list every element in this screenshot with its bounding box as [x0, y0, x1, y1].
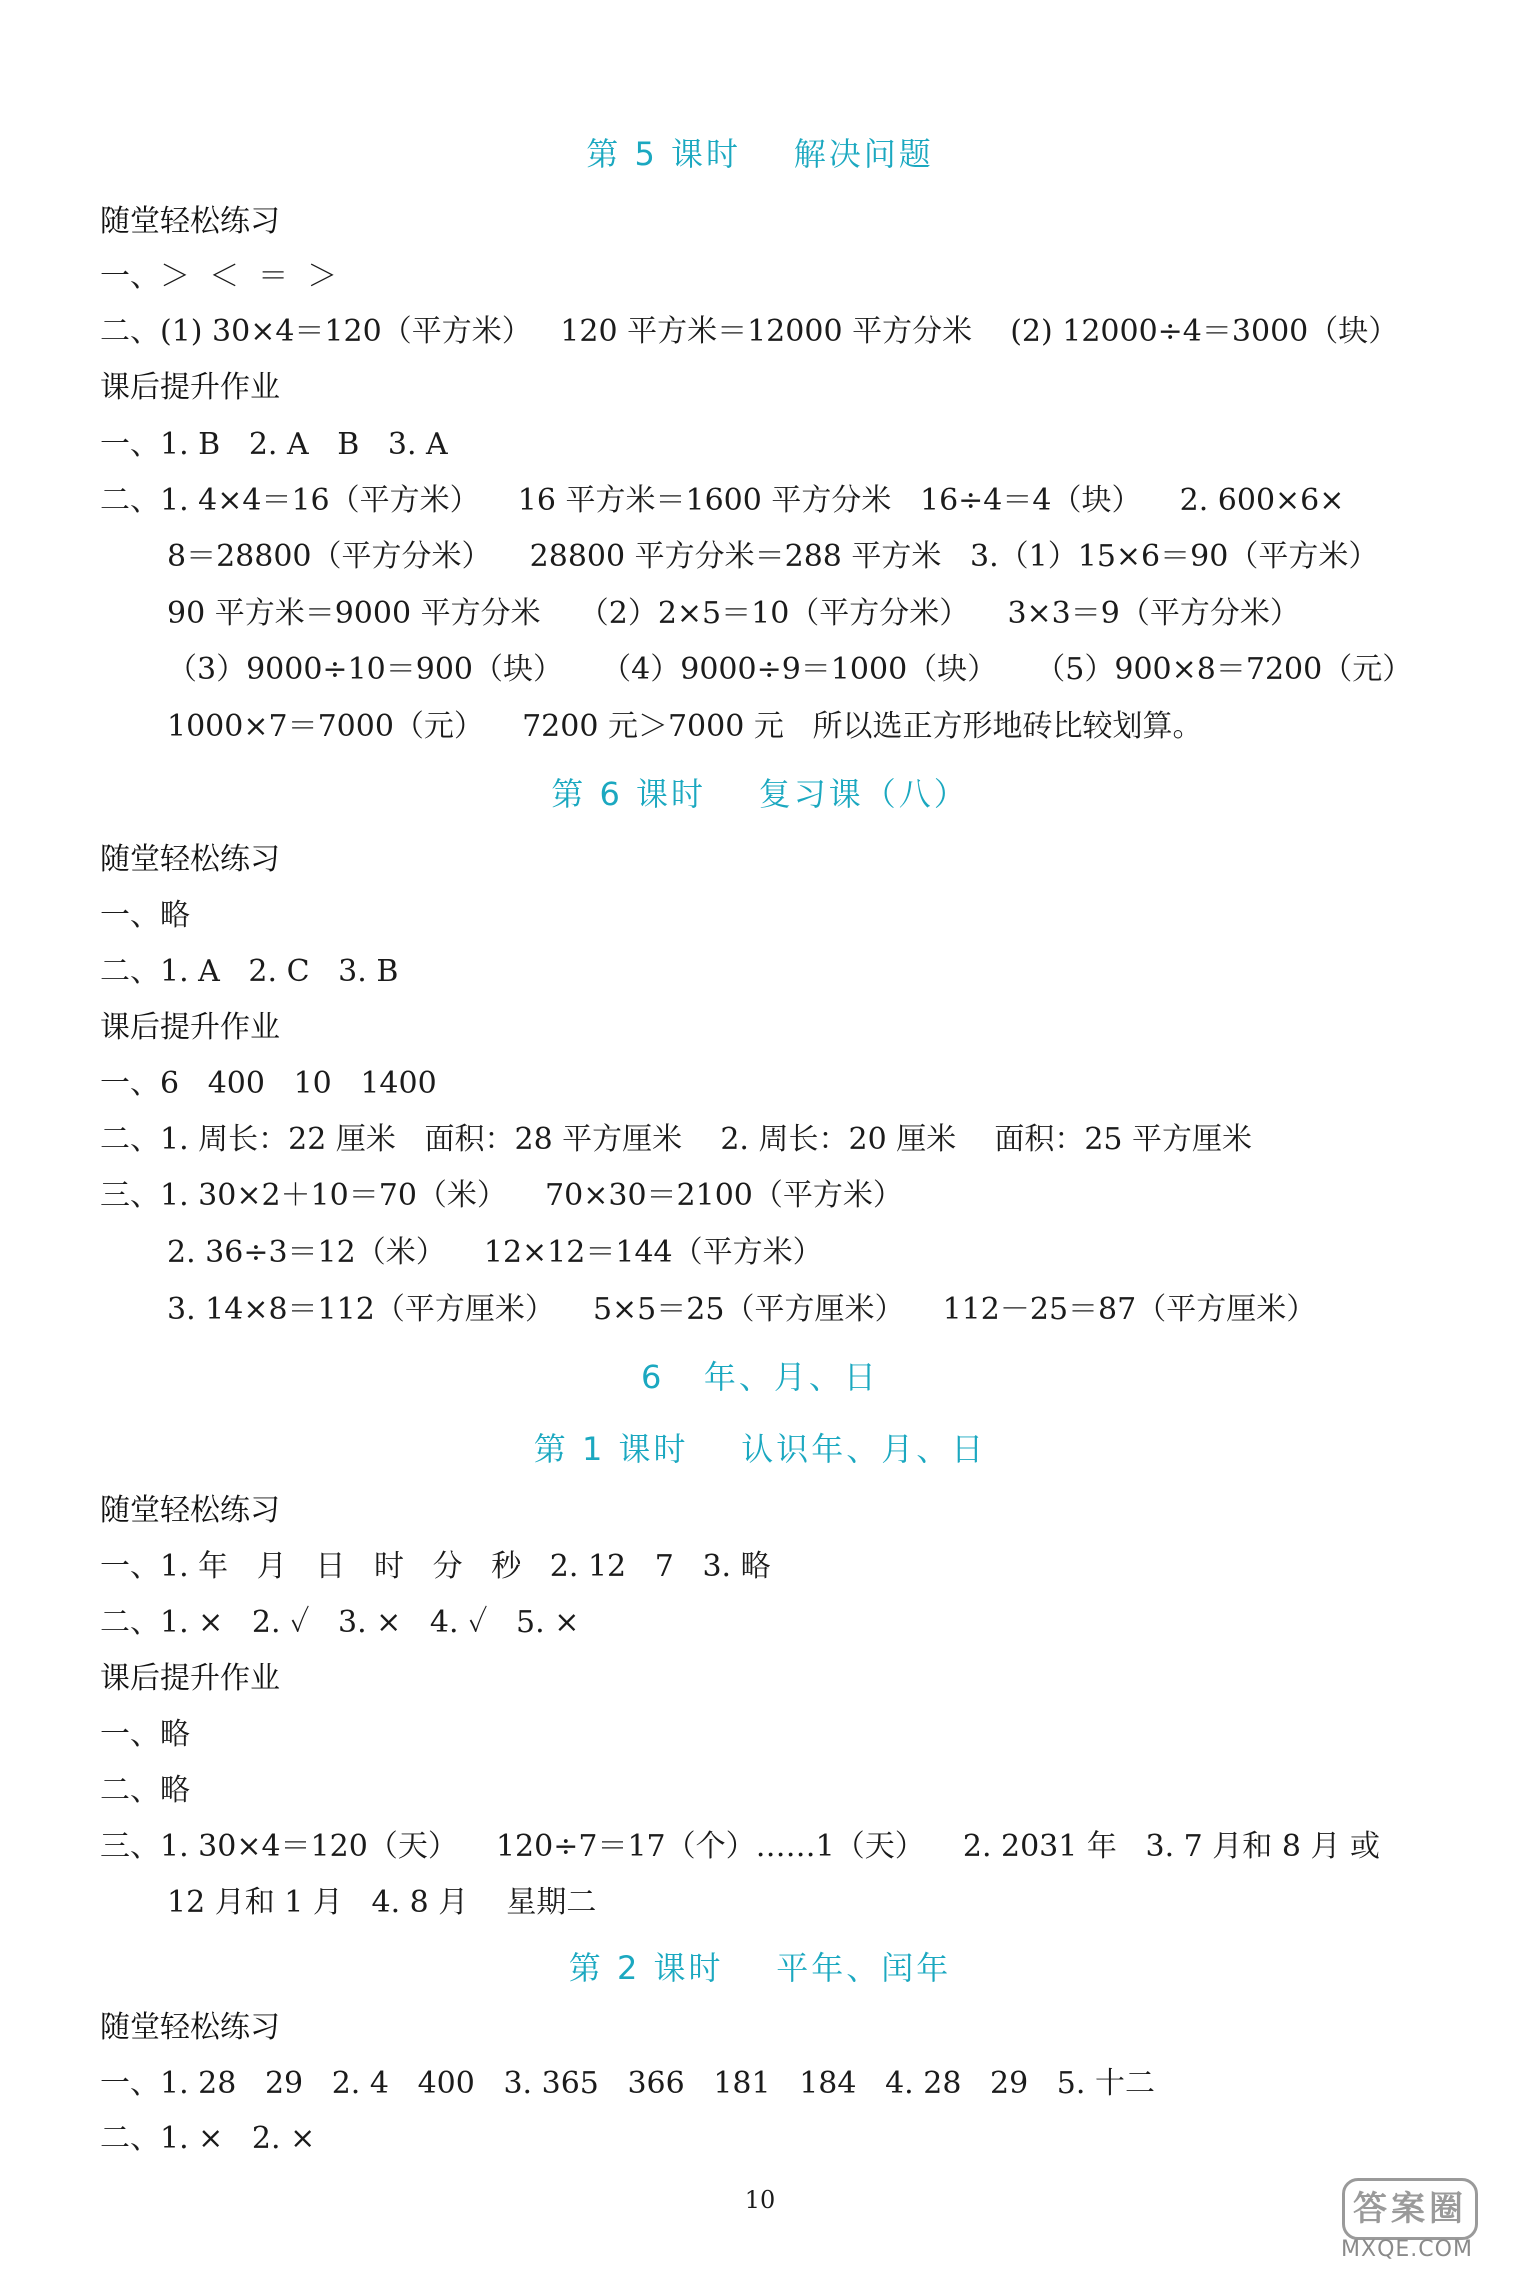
- answer-line: 一、1. 年 月 日 时 分 秒 2. 12 7 3. 略: [100, 1549, 771, 1584]
- answer-line: 三、1. 30×4＝120（天） 120÷7＝17（个）……1（天） 2. 2031 年 3. 7 月和 8 月 或: [100, 1829, 1380, 1864]
- answer-line: 二、1. 4×4＝16（平方米） 16 平方米＝1600 平方分米 16÷4＝4（块） 2. 600×6×: [100, 483, 1345, 518]
- answer-line: （3）9000÷10＝900（块） （4）9000÷9＝1000（块） （5）900×8＝7200（元）: [167, 652, 1413, 687]
- unit-heading: 6 年、月、日: [641, 1358, 879, 1396]
- section-heading-lesson6: 第 6 课时 复习课（八）: [551, 775, 969, 813]
- answer-line: 90 平方米＝9000 平方分米 （2）2×5＝10（平方分米） 3×3＝9（平方分米）: [167, 596, 1300, 631]
- answer-line: 2. 36÷3＝12（米） 12×12＝144（平方米）: [167, 1235, 823, 1270]
- answer-line: 二、1. 周长：22 厘米 面积：28 平方厘米 2. 周长：20 厘米 面积：25 平方厘米: [100, 1122, 1253, 1157]
- answer-line: 一、6 400 10 1400: [100, 1066, 437, 1101]
- watermark-logo: [1302, 2176, 1512, 2266]
- answer-line: 12 月和 1 月 4. 8 月 星期二: [167, 1885, 597, 1920]
- section-heading-unit6-lesson1: 第 1 课时 认识年、月、日: [533, 1430, 987, 1468]
- subheading-in-class-practice: 随堂轻松练习: [100, 1493, 280, 1528]
- answer-line: 二、1. × 2. ✓ 3. × 4. ✓ 5. ×: [100, 1605, 580, 1640]
- section-heading-lesson5: 第 5 课时 解决问题: [586, 135, 934, 173]
- answer-line: 一、1. B 2. A B 3. A: [100, 427, 448, 462]
- answer-line: 二、(1) 30×4＝120（平方米） 120 平方米＝12000 平方分米 (2) 12000÷4＝3000（块）: [100, 314, 1399, 349]
- subheading-in-class-practice: 随堂轻松练习: [100, 204, 280, 239]
- subheading-homework: 课后提升作业: [100, 370, 280, 405]
- section-heading-unit6-lesson2: 第 2 课时 平年、闰年: [568, 1949, 952, 1987]
- answer-line: 三、1. 30×2＋10＝70（米） 70×30＝2100（平方米）: [100, 1178, 903, 1213]
- page-number: 10: [744, 2186, 776, 2214]
- answer-line: 二、略: [100, 1773, 190, 1808]
- answer-line: 二、1. A 2. C 3. B: [100, 954, 399, 989]
- answer-line: 1000×7＝7000（元） 7200 元＞7000 元 所以选正方形地砖比较划算。: [167, 709, 1203, 744]
- watermark-mark: 答案圈: [1342, 2178, 1478, 2240]
- subheading-homework: 课后提升作业: [100, 1661, 280, 1696]
- watermark-site: MXQE.COM: [1341, 2237, 1473, 2262]
- answer-line: 一、1. 28 29 2. 4 400 3. 365 366 181 184 4. 28 29 5. 十二: [100, 2066, 1155, 2101]
- answer-line: 一、略: [100, 1717, 190, 1752]
- subheading-homework: 课后提升作业: [100, 1010, 280, 1045]
- subheading-in-class-practice: 随堂轻松练习: [100, 2010, 280, 2045]
- answer-line: 二、1. × 2. ×: [100, 2121, 316, 2156]
- answer-line: 8＝28800（平方分米） 28800 平方分米＝288 平方米 3.（1）15×6＝90（平方米）: [167, 539, 1379, 574]
- answer-line: 3. 14×8＝112（平方厘米） 5×5＝25（平方厘米） 112－25＝87（平方厘米）: [167, 1292, 1317, 1327]
- answer-line: 一、＞ ＜ ＝ ＞: [100, 259, 338, 294]
- subheading-in-class-practice: 随堂轻松练习: [100, 842, 280, 877]
- answer-line: 一、略: [100, 898, 190, 933]
